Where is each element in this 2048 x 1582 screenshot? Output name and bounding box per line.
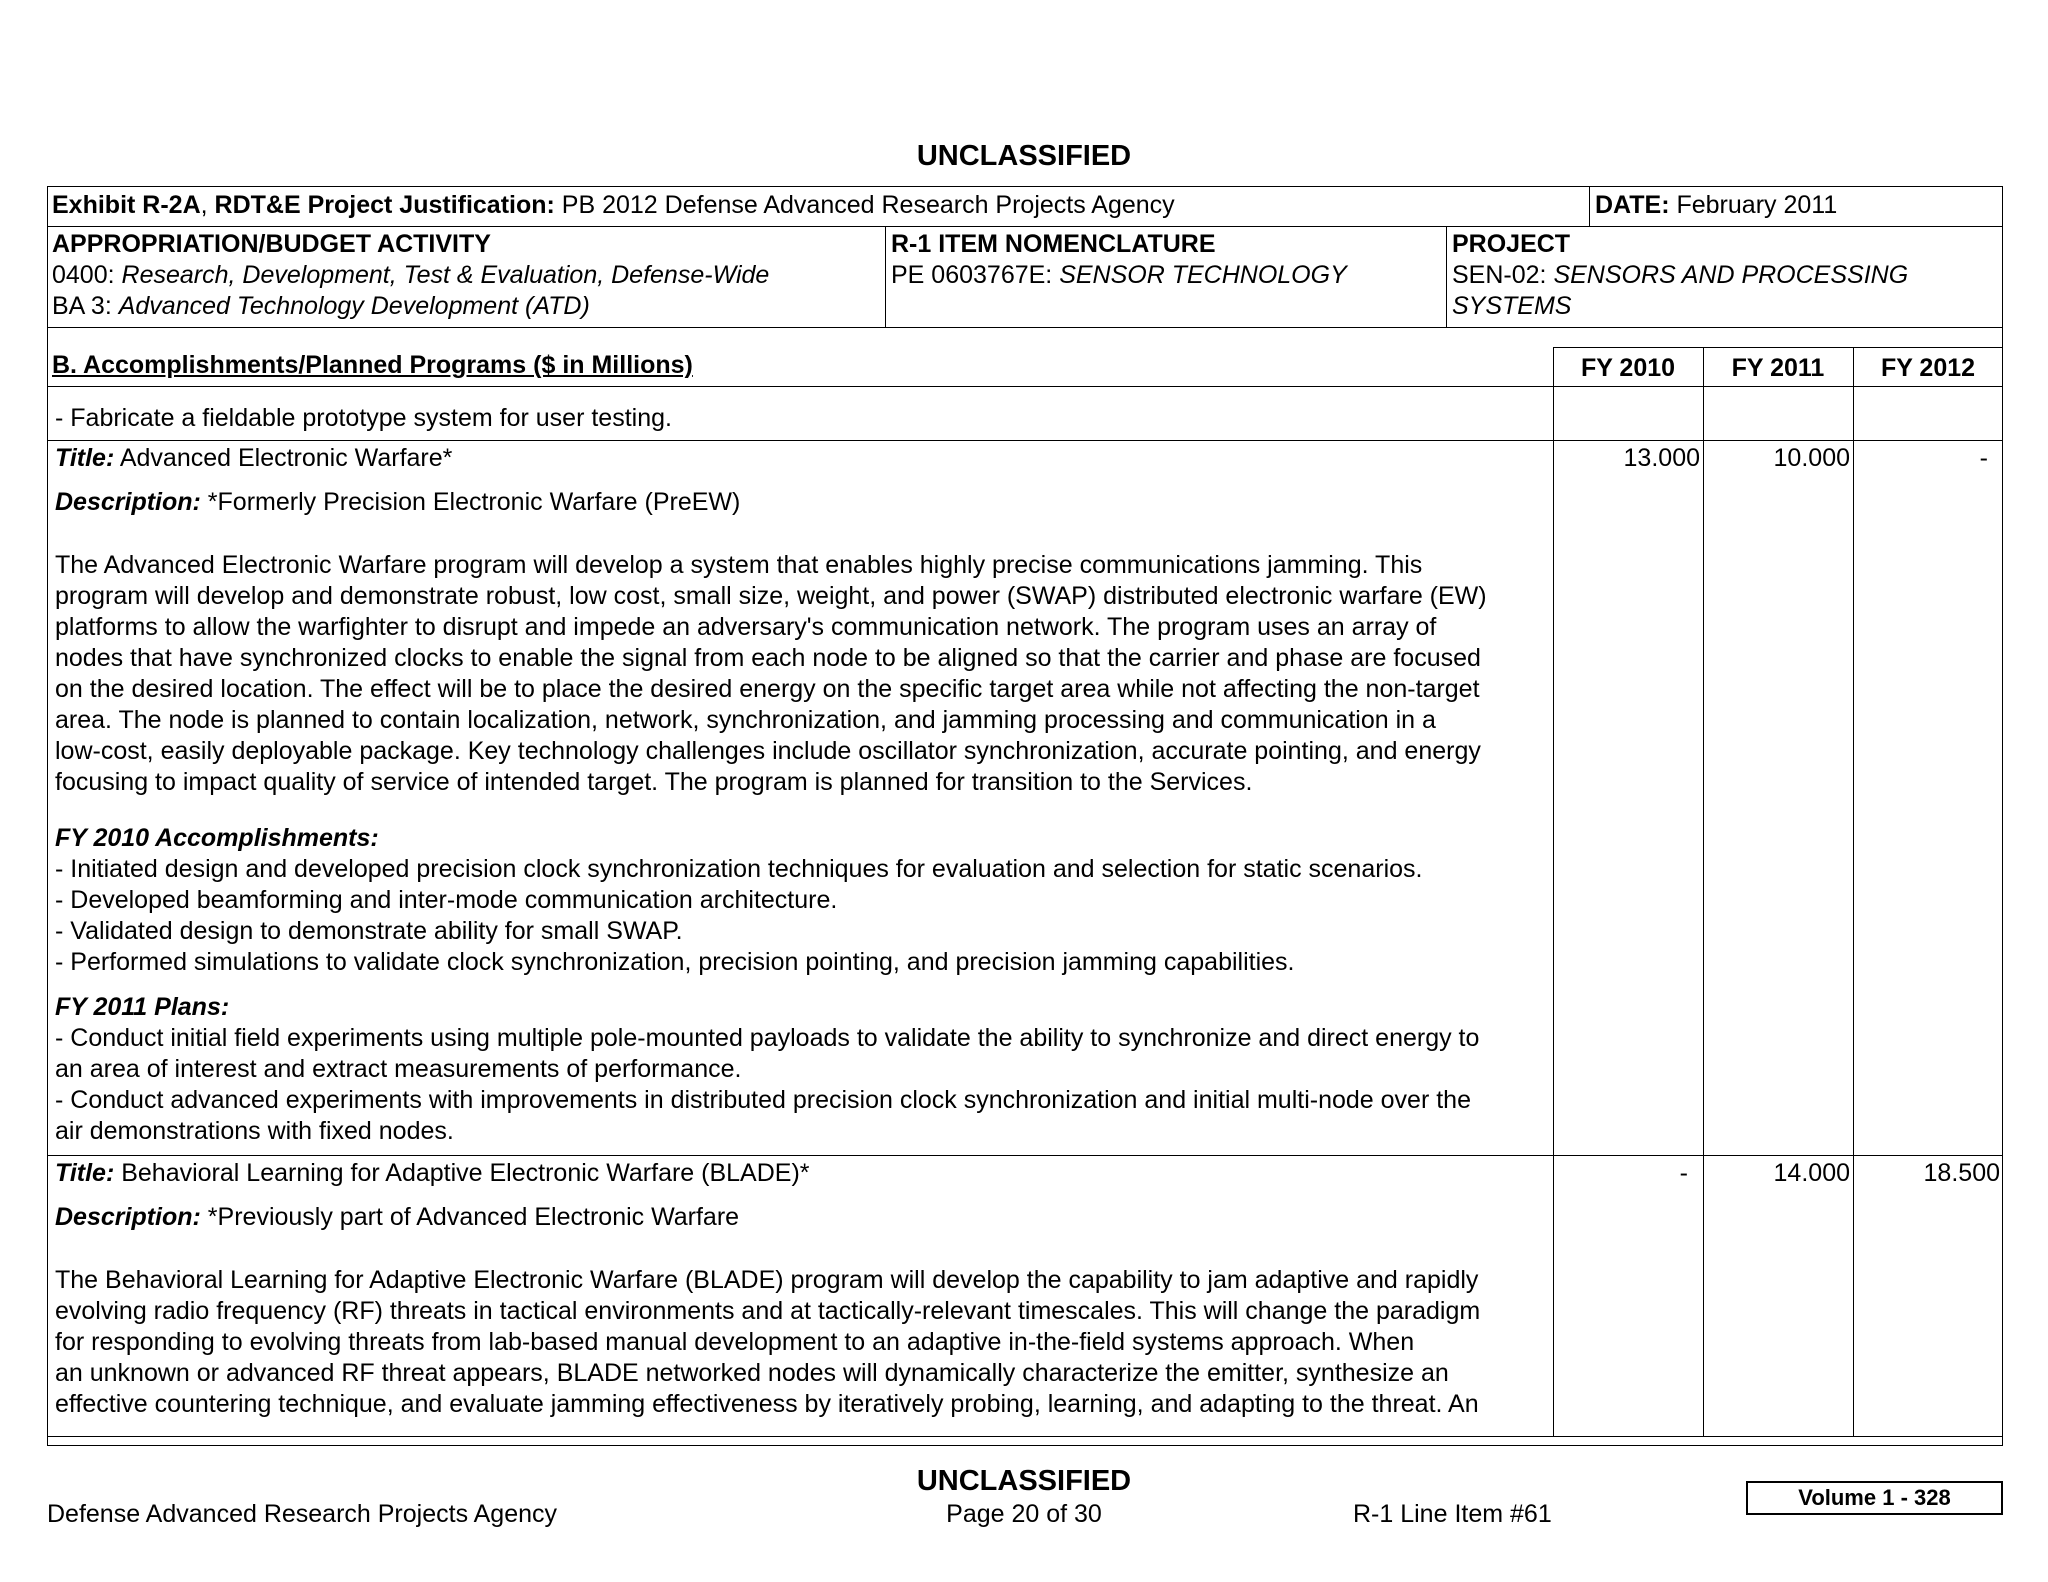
divider (47, 1155, 2003, 1156)
program1-description: Description: *Formerly Precision Electronic Warfare (PreEW) (55, 488, 741, 516)
divider (47, 386, 2003, 387)
project-value-cont: SYSTEMS (1452, 292, 1572, 320)
program2-body: The Behavioral Learning for Adaptive Electronic Warfare (BLADE) program will develop the capability to jam adaptive and rapidly evolving radio frequency (RF) threats in tactical environments and at tactically-relevant timescales. This will change the paradigm for responding to evolving threats from lab-based manual development to an adaptive in-the-field systems approach. When an unknown or advanced RF threat appears, BLADE networked nodes will dynamically characterize the emitter, synthesize an effective countering technique, and evaluate jamming effectiveness by iteratively probing, learning, and adapting to the threat. An (55, 1266, 1481, 1418)
fy-col-divider (1853, 347, 1854, 1436)
date-field: DATE: February 2011 (1595, 191, 1838, 219)
fy-col-divider (1703, 347, 1704, 1436)
fy2010-accomplishments-heading: FY 2010 Accomplishments: (55, 824, 379, 852)
exhibit-line: Exhibit R-2A, RDT&E Project Justification: PB 2012 Defense Advanced Research Projects Agency (52, 191, 1175, 219)
project-value: SEN-02: SENSORS AND PROCESSING (1452, 261, 1909, 289)
program2-fy2012: 18.500 (1923, 1159, 2000, 1187)
program2-description: Description: *Previously part of Advanced Electronic Warfare (55, 1203, 740, 1231)
footer-agency: Defense Advanced Research Projects Agency (47, 1500, 558, 1528)
footer-volume: Volume 1 - 328 (1798, 1485, 1951, 1510)
program1-fy2010: 13.000 (1623, 444, 1700, 472)
divider (1589, 186, 1590, 226)
fy-col-divider (1553, 347, 1554, 1436)
r1-value: PE 0603767E: SENSOR TECHNOLOGY (891, 261, 1347, 289)
footer-page-number: Page 20 of 30 (946, 1500, 1102, 1528)
divider (47, 440, 2003, 441)
project-label: PROJECT (1452, 230, 1571, 258)
fy2011-plans-list: - Conduct initial field experiments using multiple pole-mounted payloads to validate the ability to synchronize and direct energy to an area of interest and extract measurements of performance. - Conduct advanced experiments with improvements in distributed precision clock synchronization and initial multi-node over the air demonstrations with fixed nodes. (55, 1024, 1480, 1145)
footer-volume-box (1746, 1481, 2003, 1515)
fy-2010-header: FY 2010 (1580, 354, 1676, 382)
program1-fy2012: - (1979, 444, 1988, 472)
appropriation-value: 0400: Research, Development, Test & Evaluation, Defense-Wide (52, 261, 770, 289)
program1-fy2011: 10.000 (1773, 444, 1850, 472)
table-bottom-rule (47, 1436, 2003, 1437)
divider (1446, 226, 1447, 327)
carry-over-item: - Fabricate a fieldable prototype system for user testing. (55, 404, 672, 432)
appropriation-label: APPROPRIATION/BUDGET ACTIVITY (52, 230, 491, 258)
divider (885, 226, 886, 327)
fy-2012-header: FY 2012 (1880, 354, 1976, 382)
fy-2011-header: FY 2011 (1731, 354, 1825, 382)
classification-bottom: UNCLASSIFIED (916, 1465, 1132, 1497)
fy2011-plans-heading: FY 2011 Plans: (55, 993, 230, 1021)
program2-title: Title: Behavioral Learning for Adaptive Electronic Warfare (BLADE)* (55, 1159, 810, 1187)
divider (47, 327, 2003, 328)
r1-label: R-1 ITEM NOMENCLATURE (891, 230, 1216, 258)
divider (47, 226, 2003, 227)
fy2010-accomplishments-list: - Initiated design and developed precision clock synchronization techniques for evaluation and selection for static scenarios. - Developed beamforming and inter-mode communication architecture. - Validated design to demonstrate ability for small SWAP. - Performed simulations to validate clock synchronization, precision pointing, and precision jamming capabilities. (55, 855, 1423, 976)
program1-title: Title: Advanced Electronic Warfare* (55, 444, 453, 472)
budget-activity-value: BA 3: Advanced Technology Development (ATD) (52, 292, 590, 320)
program2-fy2011: 14.000 (1773, 1159, 1850, 1187)
footer-line-item: R-1 Line Item #61 (1353, 1500, 1552, 1528)
section-title: B. Accomplishments/Planned Programs ($ in Millions) (52, 351, 693, 379)
program2-fy2010: - (1679, 1159, 1688, 1187)
fy-header-top (1553, 347, 2003, 348)
program1-body: The Advanced Electronic Warfare program will develop a system that enables highly precise communications jamming. This program will develop and demonstrate robust, low cost, small size, weight, and power (SWAP) distributed electronic warfare (EW) platforms to allow the warfighter to disrupt and impede an adversary's communication network. The program uses an array of nodes that have synchronized clocks to enable the signal from each node to be aligned so that the carrier and phase are focused on the desired location. The effect will be to place the desired energy on the specific target area while not affecting the non-target area. The node is planned to contain localization, network, synchronization, and jamming processing and communication in a low-cost, easily deployable package. Key technology challenges include oscillator synchronization, accurate pointing, and energy focusing to impact quality of service of intended target. The program is planned for transition to the Services. (55, 551, 1487, 796)
classification-top: UNCLASSIFIED (916, 140, 1132, 172)
